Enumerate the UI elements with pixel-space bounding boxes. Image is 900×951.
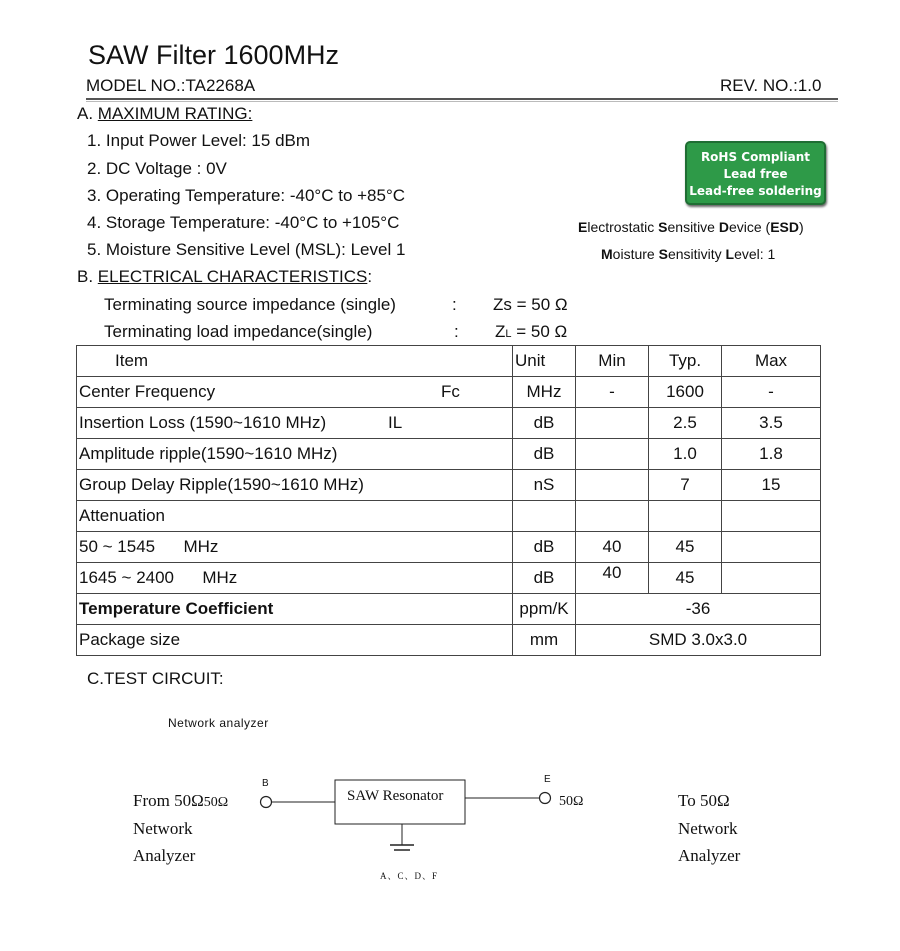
row-unit: nS: [513, 470, 576, 501]
row-max: 15: [722, 470, 821, 501]
row-max: 3.5: [722, 408, 821, 439]
rating-item: 4. Storage Temperature: -40°C to +105°C: [87, 213, 400, 232]
source-impedance-colon: :: [452, 295, 457, 314]
port-e-terminal: [540, 793, 551, 804]
row-min: 40: [576, 532, 649, 563]
row-unit: dB: [513, 439, 576, 470]
source-impedance-value: Zs = 50 Ω: [493, 295, 568, 314]
ground-pins-label: A、C、D、F: [380, 871, 439, 881]
row-max: -: [722, 377, 821, 408]
row-unit: dB: [513, 408, 576, 439]
rating-item: 5. Moisture Sensitive Level (MSL): Level 1: [87, 240, 406, 259]
section-b-heading: B. ELECTRICAL CHARACTERISTICS:: [77, 267, 373, 286]
source-impedance-label: Terminating source impedance (single): [104, 295, 396, 314]
row-unit: ppm/K: [513, 594, 576, 625]
saw-resonator-label: SAW Resonator: [347, 788, 444, 804]
section-b-prefix: B.: [77, 267, 98, 286]
row-item: 1645 ~ 2400 MHz: [77, 563, 513, 594]
row-typ: 7: [649, 470, 722, 501]
source-analyzer-label: From 50Ω50Ω: [133, 791, 229, 810]
row-min: -: [576, 377, 649, 408]
model-number: MODEL NO.:TA2268A: [86, 76, 256, 95]
row-typ: 2.5: [649, 408, 722, 439]
row-unit: dB: [513, 563, 576, 594]
load-impedance-value: ZL = 50 Ω: [495, 322, 568, 341]
load-analyzer-label: To 50Ω: [678, 791, 730, 810]
row-item: Center Frequency: [79, 382, 216, 401]
row-typ: 1600: [649, 377, 722, 408]
rohs-badge-line: RoHS Compliant: [700, 150, 811, 164]
row-unit: MHz: [513, 377, 576, 408]
section-a-title: MAXIMUM RATING:: [97, 104, 253, 123]
output-impedance-label: 50Ω: [559, 794, 584, 809]
load-analyzer-label: Analyzer: [678, 846, 741, 865]
header-item: Item: [77, 346, 513, 377]
row-value: SMD 3.0x3.0: [576, 625, 821, 656]
page-title: SAW Filter 1600MHz: [88, 40, 340, 70]
row-item: Package size: [77, 625, 513, 656]
row-item: Amplitude ripple(1590~1610 MHz): [77, 439, 513, 470]
revision-number: REV. NO.:1.0: [720, 76, 822, 95]
row-symbol: IL: [388, 413, 403, 432]
row-item: Attenuation: [77, 501, 513, 532]
rating-item: 3. Operating Temperature: -40°C to +85°C: [87, 186, 406, 205]
rating-item: 1. Input Power Level: 15 dBm: [87, 131, 311, 150]
row-item: 50 ~ 1545 MHz: [77, 532, 513, 563]
row-value: -36: [576, 594, 821, 625]
row-symbol: Fc: [441, 382, 460, 401]
row-item: Insertion Loss (1590~1610 MHz): [79, 413, 327, 432]
network-analyzer-label: Network analyzer: [168, 716, 269, 730]
row-unit: mm: [513, 625, 576, 656]
row-typ: 45: [649, 532, 722, 563]
port-e-label: E: [544, 774, 551, 785]
source-analyzer-label: Network: [133, 819, 193, 838]
section-b-title: ELECTRICAL CHARACTERISTICS: [97, 267, 368, 286]
header-min: Min: [576, 346, 649, 377]
row-min: 40: [576, 563, 649, 594]
source-analyzer-label: Analyzer: [133, 846, 196, 865]
msl-note: Moisture Sensitivity Level: 1: [601, 246, 776, 262]
header-unit: Unit: [513, 346, 576, 377]
load-analyzer-label: Network: [678, 819, 738, 838]
esd-note: Electrostatic Sensitive Device (ESD): [578, 219, 804, 235]
row-typ: 1.0: [649, 439, 722, 470]
row-item: Group Delay Ripple(1590~1610 MHz): [77, 470, 513, 501]
load-impedance-colon: :: [454, 322, 459, 341]
section-c-heading: C.TEST CIRCUIT:: [87, 669, 224, 688]
row-typ: 45: [649, 563, 722, 594]
port-b-terminal: [261, 797, 272, 808]
section-a-prefix: A.: [77, 104, 98, 123]
header-typ: Typ.: [649, 346, 722, 377]
header-max: Max: [722, 346, 821, 377]
load-impedance-label: Terminating load impedance(single): [104, 322, 373, 341]
rating-item: 2. DC Voltage : 0V: [87, 159, 227, 178]
rohs-badge-line: Lead free: [723, 167, 788, 181]
row-unit: dB: [513, 532, 576, 563]
row-max: 1.8: [722, 439, 821, 470]
rohs-badge-line: Lead-free soldering: [689, 184, 822, 198]
row-item: Temperature Coefficient: [77, 594, 513, 625]
port-b-label: B: [262, 778, 269, 789]
